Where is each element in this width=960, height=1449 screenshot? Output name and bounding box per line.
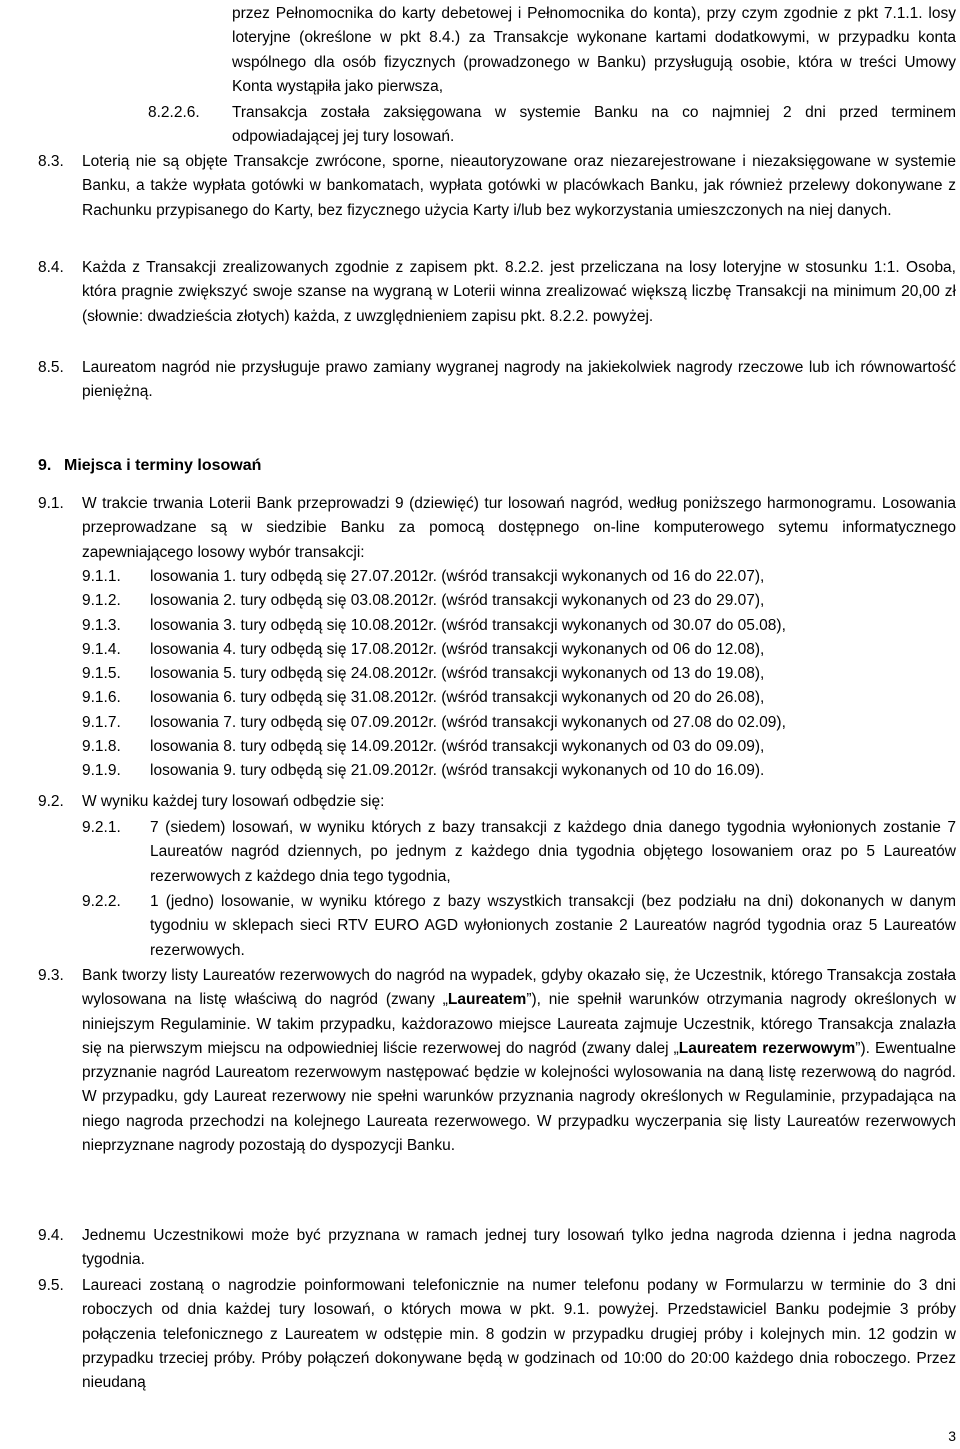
paragraph-9-2-1: 7 (siedem) losowań, w wyniku których z bazy transakcji z każdego dnia danego tygodnia wyłonionych zostanie 7 Laureatów nagród dziennych, po jednym z każdego dnia tygodnia objętego losowaniem oraz po 5 Laureatów rezerwowych z każdego dnia tego tygodnia, xyxy=(150,819,956,885)
list-item-number: 9.1.3. xyxy=(82,616,121,634)
paragraph-number: 8.2.2.6. xyxy=(148,104,200,121)
list-item-number: 9.1.1. xyxy=(82,568,121,585)
defined-term-laureat-rezerwowy: Laureatem rezerwowym xyxy=(678,1039,856,1057)
list-item xyxy=(82,686,960,710)
paragraph-8-2-2-5-continuation: przez Pełnomocnika do karty debetowej i Pełnomocnika do konta), przy czym zgodnie z pkt 7.1.1. losy loteryjne (określone w pkt 8.4.) za Transakcje wykonane kartami dodatkowymi, w przypadku konta wspólnego dla osób fizycznych (prowadzonego w Banku) przysługują osobie, która w treści Umowy Konta wystąpiła jako pierwsza, xyxy=(232,5,956,95)
list-item xyxy=(82,589,960,613)
paragraph-9-4: Jednemu Uczestnikowi może być przyznana w ramach jednej tury losowań tylko jedna nagroda dzienna i jedna nagroda tygodnia. xyxy=(82,1227,956,1269)
paragraph-number: 9.4. xyxy=(38,1227,64,1244)
text-run: ”), nie spełnił warunków otrzymania nagrody określonych w niniejszym Regulaminie. W takim przypadku, każdorazowo miejsce Laureata zajmuje Uczestnik, którego Transakcja znalazła się na pierwszym miejscu na odpowiedniej liście rezerwowej do nagród (zwany dalej „ xyxy=(82,991,956,1057)
defined-term-laureat: Laureatem xyxy=(447,991,527,1009)
paragraph-8-4: Każda z Transakcji zrealizowanych zgodnie z zapisem pkt. 8.2.2. jest przeliczana na losy loteryjne w stosunku 1:1. Osoba, która pragnie zwiększyć swoje szanse na wygraną w Loterii winna zrealizować większą liczbę Transakcji na minimum 20,00 zł (słownie: dwadzieścia złotych) każda, z uwzględnieniem zapisu pkt. 8.2.2. powyżej. xyxy=(82,259,956,325)
list-item-text: losowania 8. tury odbędą się 14.09.2012r. (wśród transakcji wykonanych od 03 do 09.09), xyxy=(150,738,765,756)
list-item-text: losowania 6. tury odbędą się 31.08.2012r. (wśród transakcji wykonanych od 20 do 26.08), xyxy=(150,689,765,707)
list-item xyxy=(82,565,960,589)
paragraph-number: 9.2.2. xyxy=(82,893,121,910)
paragraph-number: 9.2.1. xyxy=(82,819,121,836)
paragraph-number: 8.5. xyxy=(38,359,64,376)
list-item-text: losowania 5. tury odbędą się 24.08.2012r. (wśród transakcji wykonanych od 13 do 19.08), xyxy=(150,665,765,683)
list-item-number: 9.1.9. xyxy=(82,762,121,780)
list-item-text: losowania 1. tury odbędą się 27.07.2012r. (wśród transakcji wykonanych od 16 do 22.07), xyxy=(150,568,765,585)
list-item-text: losowania 7. tury odbędą się 07.09.2012r. (wśród transakcji wykonanych od 27.08 do 02.09), xyxy=(150,713,786,731)
paragraph-number: 8.3. xyxy=(38,153,64,170)
paragraph-9-1: W trakcie trwania Loterii Bank przeprowadzi 9 (dziewięć) tur losowań nagród, według poniższego harmonogramu. Losowania przeprowadzane są w siedzibie Banku za pomocą dostępnego on-line komputerowego sytemu informatycznego zapewniającego losowy wybór transakcji: xyxy=(82,495,956,561)
paragraph-9-5: Laureaci zostaną o nagrodzie poinformowani telefonicznie na numer telefonu podany w Formularzu w terminie do 3 dni roboczych od dnia każdej tury losowań, o których mowa w pkt. 9.1. powyżej. Przedstawiciel Banku podejmie 3 próby połączenia telefonicznego z Laureatem w odstępie min. 8 godzin w przypadku drugiej próby i kolejnych min. 12 godzin w przypadku trzeciej próby. Próby połączeń dokonywane będą w godzinach od 10:00 do 20:00 każdego dnia roboczego. Przez nieudaną xyxy=(82,1277,956,1392)
list-item-number: 9.1.4. xyxy=(82,640,121,658)
paragraph-8-3: Loterią nie są objęte Transakcje zwrócone, sporne, nieautoryzowane oraz niezarejestrowane i niezaksięgowane w systemie Banku, a także wypłata gotówki w bankomatach, wypłata gotówki w placówkach Banku, jak również przelewy dokonywane z Rachunku przypisanego do Karty, bez fizycznego użycia Karty i/lub bez wykorzystania umieszczonych na niej danych. xyxy=(82,153,956,219)
paragraph-8-2-2-6: Transakcja została zaksięgowana w systemie Banku na co najmniej 2 dni przed terminem odpowiadającej jej tury losowań. xyxy=(232,104,956,146)
paragraph-number: 9.2. xyxy=(38,793,64,810)
list-item-number: 9.1.7. xyxy=(82,713,121,731)
list-item-text: losowania 4. tury odbędą się 17.08.2012r. (wśród transakcji wykonanych od 06 do 12.08), xyxy=(150,640,765,658)
list-item xyxy=(82,638,960,662)
text-run: Bank tworzy listy Laureatów rezerwowych do nagród na wypadek, gdyby okazało się, że Uczestnik, którego Transakcja została wylosowana na listę właściwą do nagród (zwany „ xyxy=(82,967,956,1009)
list-item-text: losowania 3. tury odbędą się 10.08.2012r. (wśród transakcji wykonanych od 30.07 do 05.08), xyxy=(150,616,786,634)
list-item xyxy=(82,759,960,783)
list-item-number: 9.1.5. xyxy=(82,665,121,683)
paragraph-9-2-2: 1 (jedno) losowanie, w wyniku którego z bazy wszystkich transakcji (bez podziału na dni) dokonanych w danym tygodniu w sklepach sieci RTV EURO AGD wyłonionych zostanie 2 Laureatów nagród tygodnia oraz 5 Laureatów rezerwowych. xyxy=(150,893,956,959)
section-number: 9. xyxy=(38,457,52,474)
list-item xyxy=(82,662,960,686)
list-item xyxy=(82,735,960,759)
paragraph-number: 9.3. xyxy=(38,967,64,984)
list-item-number: 9.1.6. xyxy=(82,689,121,707)
page-number: 3 xyxy=(948,1428,956,1444)
paragraph-number: 9.1. xyxy=(38,495,64,512)
text-run: ”). Ewentualne przyznanie nagród Laureatom rezerwowym następować będzie w kolejności wylosowania na daną listę rezerwową do nagród. W przypadku, gdy Laureat rezerwowy nie spełni warunków przyznania nagrody określonych w Regulaminie, przypadająca na niego nagroda przechodzi na kolejnego Laureata rezerwowego. W przypadku wyczerpania się listy Laureatów rezerwowych nieprzyznane nagrody pozostają do dyspozycji Banku. xyxy=(82,1039,956,1155)
draw-schedule-list xyxy=(82,565,960,784)
section-title: Miejsca i terminy losowań xyxy=(64,457,262,474)
paragraph-8-5: Laureatom nagród nie przysługuje prawo zamiany wygranej nagrody na jakiekolwiek nagrody rzeczowe lub ich równowartość pieniężną. xyxy=(82,359,956,401)
list-item-text: losowania 2. tury odbędą się 03.08.2012r. (wśród transakcji wykonanych od 23 do 29.07), xyxy=(150,592,765,610)
paragraph-9-2: W wyniku każdej tury losowań odbędzie się: xyxy=(82,793,385,810)
paragraph-number: 9.5. xyxy=(38,1277,64,1294)
paragraph-number: 8.4. xyxy=(38,259,64,276)
section-heading xyxy=(38,455,261,477)
list-item-number: 9.1.8. xyxy=(82,738,121,756)
list-item-number: 9.1.2. xyxy=(82,592,121,610)
paragraph-9-3 xyxy=(82,964,956,1158)
list-item xyxy=(82,614,960,638)
list-item xyxy=(82,711,960,735)
list-item-text: losowania 9. tury odbędą się 21.09.2012r. (wśród transakcji wykonanych od 10 do 16.09). xyxy=(150,762,765,780)
